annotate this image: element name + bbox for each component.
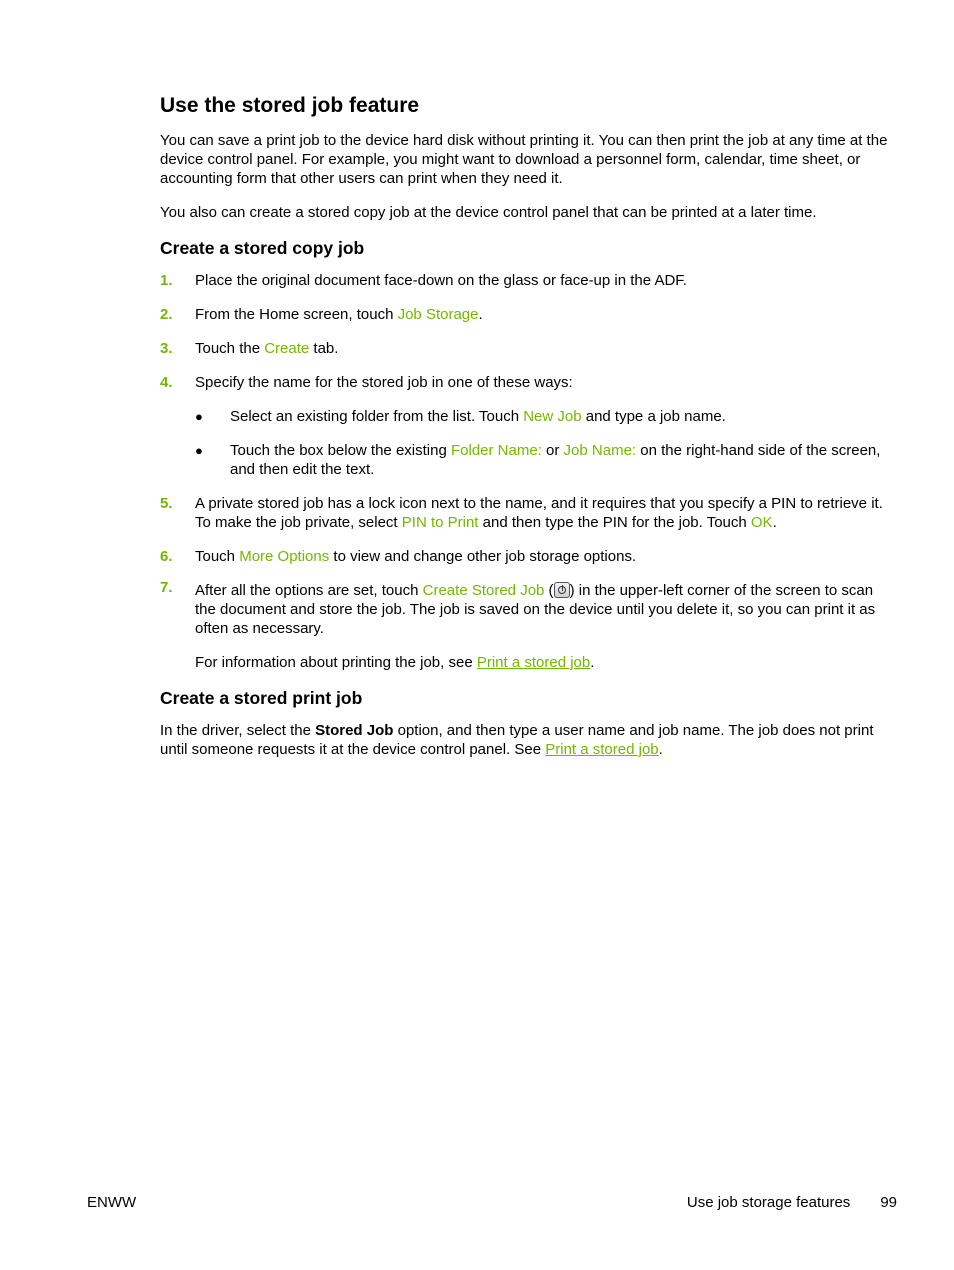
paragraph-text-end: .: [658, 741, 663, 758]
step-number: 5.: [160, 495, 173, 512]
step-text-end: tab.: [309, 340, 339, 357]
folder-name-ui-label: Folder Name:: [450, 442, 542, 459]
step-text-end: in the upper-left corner of the screen to scan the document and store the job. The job is saved on the device until you delete it, so you can print it as often as necessary.: [195, 582, 876, 637]
page-title: Use the stored job feature: [160, 94, 420, 117]
step-5: [160, 494, 890, 532]
print-section-title: Create a stored print job: [160, 688, 363, 708]
step-number: 2.: [160, 306, 173, 323]
step-7: [160, 581, 890, 672]
bullet-text: Touch the box below the existing: [230, 442, 451, 459]
bullet-text-end: on the right-hand side of the screen, and then edit the text.: [230, 442, 881, 478]
paren-close: ): [569, 582, 575, 599]
step-note: [195, 653, 890, 672]
copy-steps-list: [160, 271, 890, 672]
note-text-end: .: [590, 654, 595, 671]
step-number: 3.: [160, 340, 173, 357]
bullet-text-end: and type a job name.: [581, 408, 726, 425]
step-text-end: .: [772, 514, 777, 531]
start-key-icon: [554, 582, 570, 598]
step-number: 7.: [160, 579, 173, 596]
more-options-ui-label: More Options: [239, 548, 330, 565]
step-text-end: .: [478, 306, 483, 323]
step-3: [160, 339, 890, 358]
note-text: For information about printing the job, see: [195, 654, 477, 671]
step-number: 4.: [160, 374, 173, 391]
ok-ui-label: OK: [750, 514, 773, 531]
step-text-mid: and then type the PIN for the job. Touch: [478, 514, 751, 531]
naming-options-list: [195, 407, 890, 479]
new-job-ui-label: New Job: [523, 408, 582, 425]
copy-section-title: Create a stored copy job: [160, 238, 365, 258]
step-2: [160, 305, 890, 324]
step-text: Specify the name for the stored job in one of these ways:: [195, 374, 573, 391]
create-stored-job-ui-label: Create Stored Job: [422, 582, 545, 599]
bullet-item: [195, 407, 890, 426]
job-storage-ui-label: Job Storage: [397, 306, 479, 323]
intro-paragraph-2: You also can create a stored copy job at the device control panel that can be printed at a later time.: [160, 204, 817, 221]
paragraph-text: In the driver, select the: [160, 722, 316, 739]
bullet-icon: ●: [195, 443, 203, 458]
step-text: Touch the: [195, 340, 265, 357]
step-text: Place the original document face-down on the glass or face-up in the ADF.: [195, 272, 687, 289]
footer-section-title: Use job storage features: [686, 1194, 851, 1211]
step-text: A private stored job has a lock icon next to the name, and it requires that you specify a PIN to retrieve it. To make the job private, select: [195, 495, 883, 531]
paragraph-text-mid: option, and then type a user name and job name. The job does not print until someone requests it at the device control panel. See: [160, 722, 874, 758]
step-number: 1.: [160, 272, 173, 289]
bullet-icon: ●: [195, 409, 203, 424]
footer-enww: ENWW: [87, 1194, 137, 1211]
intro-paragraph-1: You can save a print job to the device hard disk without printing it. You can then print the job at any time at the device control panel. For example, you might want to download a personnel form, calendar, time sheet, or accounting form that other users can print when they need it.: [160, 132, 888, 187]
create-tab-ui-label: Create: [264, 340, 310, 357]
print-stored-job-link[interactable]: Print a stored job: [545, 741, 659, 758]
job-name-ui-label: Job Name:: [563, 442, 637, 459]
stored-job-option-label: Stored Job: [315, 722, 394, 739]
bullet-item: [195, 441, 890, 479]
print-stored-job-link[interactable]: Print a stored job: [476, 654, 591, 671]
step-text: After all the options are set, touch: [195, 582, 423, 599]
step-text: Touch: [195, 548, 240, 565]
step-number: 6.: [160, 548, 173, 565]
bullet-text-mid: or: [541, 442, 564, 459]
paren-open: (: [544, 582, 554, 599]
step-6: [160, 547, 890, 566]
print-section-paragraph: [160, 721, 890, 759]
page-content: [160, 92, 890, 774]
pin-to-print-ui-label: PIN to Print: [401, 514, 479, 531]
step-text-end: to view and change other job storage options.: [329, 548, 637, 565]
bullet-text: Select an existing folder from the list. Touch: [230, 408, 524, 425]
page-number: 99: [880, 1194, 897, 1211]
step-text: From the Home screen, touch: [195, 306, 398, 323]
step-1: [160, 271, 890, 290]
footer-right: [687, 1193, 897, 1212]
step-4: [160, 373, 890, 479]
